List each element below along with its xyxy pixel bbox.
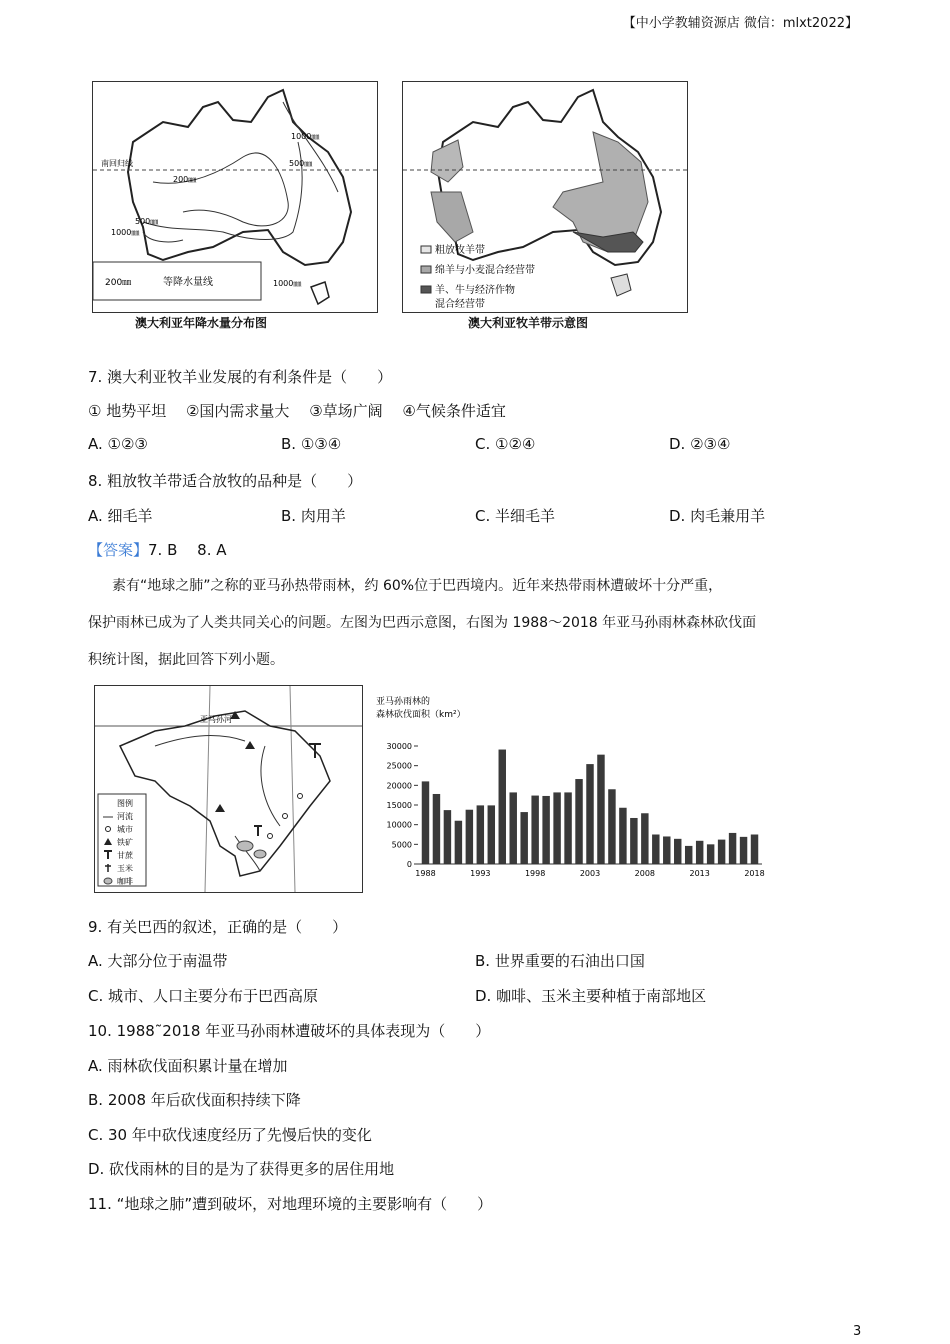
bar-2008	[641, 813, 648, 864]
legend-label-1: 粗放牧羊带	[435, 245, 485, 256]
bar-2000	[553, 792, 560, 864]
bar-2004	[597, 755, 604, 864]
bar-2016	[729, 833, 736, 864]
q8-choice-d[interactable]: D. 肉毛兼用羊	[669, 507, 766, 525]
rainfall-map	[92, 81, 378, 313]
amazon-river-label: 亚马孙河	[200, 715, 232, 724]
legend-river: 河流	[117, 812, 133, 821]
q10-choice-b[interactable]: B. 2008 年后砍伐面积持续下降	[88, 1091, 301, 1109]
bar-2011	[674, 839, 681, 864]
tropic-label: 南回归线	[101, 159, 133, 168]
brazil-map-drawing	[95, 686, 362, 892]
q9-choice-c[interactable]: C. 城市、人口主要分布于巴西高原	[88, 987, 319, 1005]
iso-500b-label: 500㎜	[135, 217, 159, 226]
answer-tag: 【答案】	[88, 541, 149, 559]
q7-choice-c[interactable]: C. ①②④	[475, 435, 536, 453]
xtick-label: 1993	[470, 869, 491, 878]
xtick-label: 2013	[689, 869, 710, 878]
bar-2002	[575, 779, 582, 864]
bar-1991	[455, 821, 462, 864]
bar-2001	[564, 792, 571, 864]
bar-2010	[663, 836, 670, 864]
iso-500a-label: 500㎜	[289, 159, 313, 168]
sheep-belt-caption: 澳大利亚牧羊带示意图	[468, 316, 589, 330]
q8-choice-a[interactable]: A. 细毛羊	[88, 507, 153, 525]
ytick-label: 30000	[386, 742, 412, 751]
passage-line-1: 素有“地球之肺”之称的亚马孙热带雨林，约 60%位于巴西境内。近年来热带雨林遭破坏十分严重，	[112, 578, 723, 594]
xtick-label: 1988	[415, 869, 436, 878]
sheep-belt-map	[402, 81, 688, 313]
legend-sample: 200㎜	[105, 278, 132, 288]
bar-1997	[520, 812, 527, 864]
legend-label-2: 绵羊与小麦混合经营带	[435, 265, 535, 276]
legend-label: 等降水量线	[163, 277, 213, 288]
ytick-label: 25000	[386, 761, 412, 771]
xtick-label: 1998	[524, 869, 546, 878]
xtick-label: 2003	[579, 869, 601, 878]
rainfall-map-drawing	[93, 82, 377, 312]
legend-coffee-icon	[104, 878, 112, 884]
sheep-belt-drawing	[403, 82, 687, 312]
q8-choice-c[interactable]: C. 半细毛羊	[475, 507, 556, 525]
iso-1000a-label: 1000㎜	[291, 132, 320, 141]
map-legend-title: 图例	[117, 799, 133, 808]
q7-options: ① 地势平坦 ②国内需求量大 ③草场广阔 ④气候条件适宜	[88, 402, 506, 420]
legend-label-4: 混合经营带	[435, 299, 485, 310]
bar-1990	[444, 810, 451, 864]
q7-choice-b[interactable]: B. ①③④	[281, 435, 342, 453]
bar-2017	[740, 837, 747, 864]
legend-swatch-3	[421, 286, 431, 293]
bar-1996	[509, 792, 516, 864]
bar-1989	[433, 794, 440, 864]
iso-1000c-label: 1000㎜	[273, 279, 302, 288]
answer-line	[88, 539, 227, 560]
ytick-label: 15000	[386, 801, 412, 810]
bar-2015	[718, 840, 725, 864]
q10-stem: 10. 1988˜2018 年亚马孙雨林遭破坏的具体表现为（ ）	[88, 1022, 491, 1040]
bar-1999	[542, 796, 549, 864]
bar-1998	[531, 796, 538, 864]
q10-choice-a[interactable]: A. 雨林砍伐面积累计量在增加	[88, 1057, 288, 1075]
header-shop: 【中小学教辅资源店 微信：mlxt2022】	[622, 16, 858, 31]
bar-2006	[619, 808, 626, 864]
bar-2013	[696, 841, 703, 864]
q11-stem: 11. “地球之肺”遭到破坏，对地理环境的主要影响有（ ）	[88, 1195, 493, 1213]
q10-choice-c[interactable]: C. 30 年中砍伐速度经历了先慢后快的变化	[88, 1126, 372, 1144]
q7-stem: 7. 澳大利亚牧羊业发展的有利条件是（ ）	[88, 368, 393, 386]
deforestation-chart	[372, 690, 772, 890]
bar-1995	[499, 750, 506, 864]
bar-2012	[685, 846, 692, 864]
bar-2007	[630, 818, 637, 864]
iso-1000b-label: 1000㎜	[111, 228, 140, 237]
xtick-label: 2008	[634, 869, 656, 878]
bar-2018	[751, 835, 758, 865]
ytick-label: 10000	[386, 820, 412, 830]
legend-city: 城市	[117, 825, 133, 834]
answer-text: 7. B 8. A	[148, 541, 227, 559]
passage-line-2: 保护雨林已成为了人类共同关心的问题。左图为巴西示意图，右图为 1988～2018 年亚马孙雨林森林砍伐面	[88, 615, 757, 631]
page-number: 3	[853, 1324, 862, 1339]
bar-1993	[477, 805, 484, 864]
q9-choice-a[interactable]: A. 大部分位于南温带	[88, 952, 228, 970]
bar-1988	[422, 781, 429, 864]
q10-choice-d[interactable]: D. 砍伐雨林的目的是为了获得更多的居住用地	[88, 1160, 395, 1178]
legend-swatch-2	[421, 266, 431, 273]
rainfall-map-caption: 澳大利亚年降水量分布图	[135, 316, 268, 330]
ytick-label: 5000	[391, 840, 412, 850]
chart-title-line2: 森林砍伐面积（km²）	[376, 710, 466, 720]
legend-corn: 玉米	[117, 864, 133, 873]
bar-2009	[652, 835, 659, 865]
q7-choice-a[interactable]: A. ①②③	[88, 435, 148, 453]
legend-label-3: 羊、牛与经济作物	[435, 285, 515, 296]
brazil-map	[94, 685, 363, 893]
bar-2014	[707, 844, 714, 864]
q9-choice-d[interactable]: D. 咖啡、玉米主要种植于南部地区	[475, 987, 707, 1005]
legend-sugarcane: 甘蔗	[117, 851, 133, 860]
xtick-label: 2018	[744, 869, 765, 878]
bar-1994	[488, 805, 495, 864]
q7-choice-d[interactable]: D. ②③④	[669, 435, 731, 453]
passage-line-3: 积统计图，据此回答下列小题。	[88, 652, 284, 668]
deforestation-chart-svg	[372, 690, 772, 890]
legend-swatch-1	[421, 246, 431, 253]
iso-200-label: 200㎜	[173, 175, 197, 184]
q8-choice-b[interactable]: B. 肉用羊	[281, 507, 346, 525]
legend-iron: 铁矿	[117, 838, 133, 847]
bar-2003	[586, 764, 593, 864]
legend-coffee: 咖啡	[117, 877, 133, 886]
q8-stem: 8. 粗放牧羊带适合放牧的品种是（ ）	[88, 472, 363, 490]
chart-title-line1: 亚马孙雨林的	[376, 697, 431, 707]
q9-choice-b[interactable]: B. 世界重要的石油出口国	[475, 952, 645, 970]
ytick-label: 20000	[386, 781, 412, 791]
ytick-label: 0	[406, 860, 412, 869]
bar-2005	[608, 789, 615, 864]
q9-stem: 9. 有关巴西的叙述，正确的是（ ）	[88, 918, 348, 936]
bar-1992	[466, 810, 473, 864]
